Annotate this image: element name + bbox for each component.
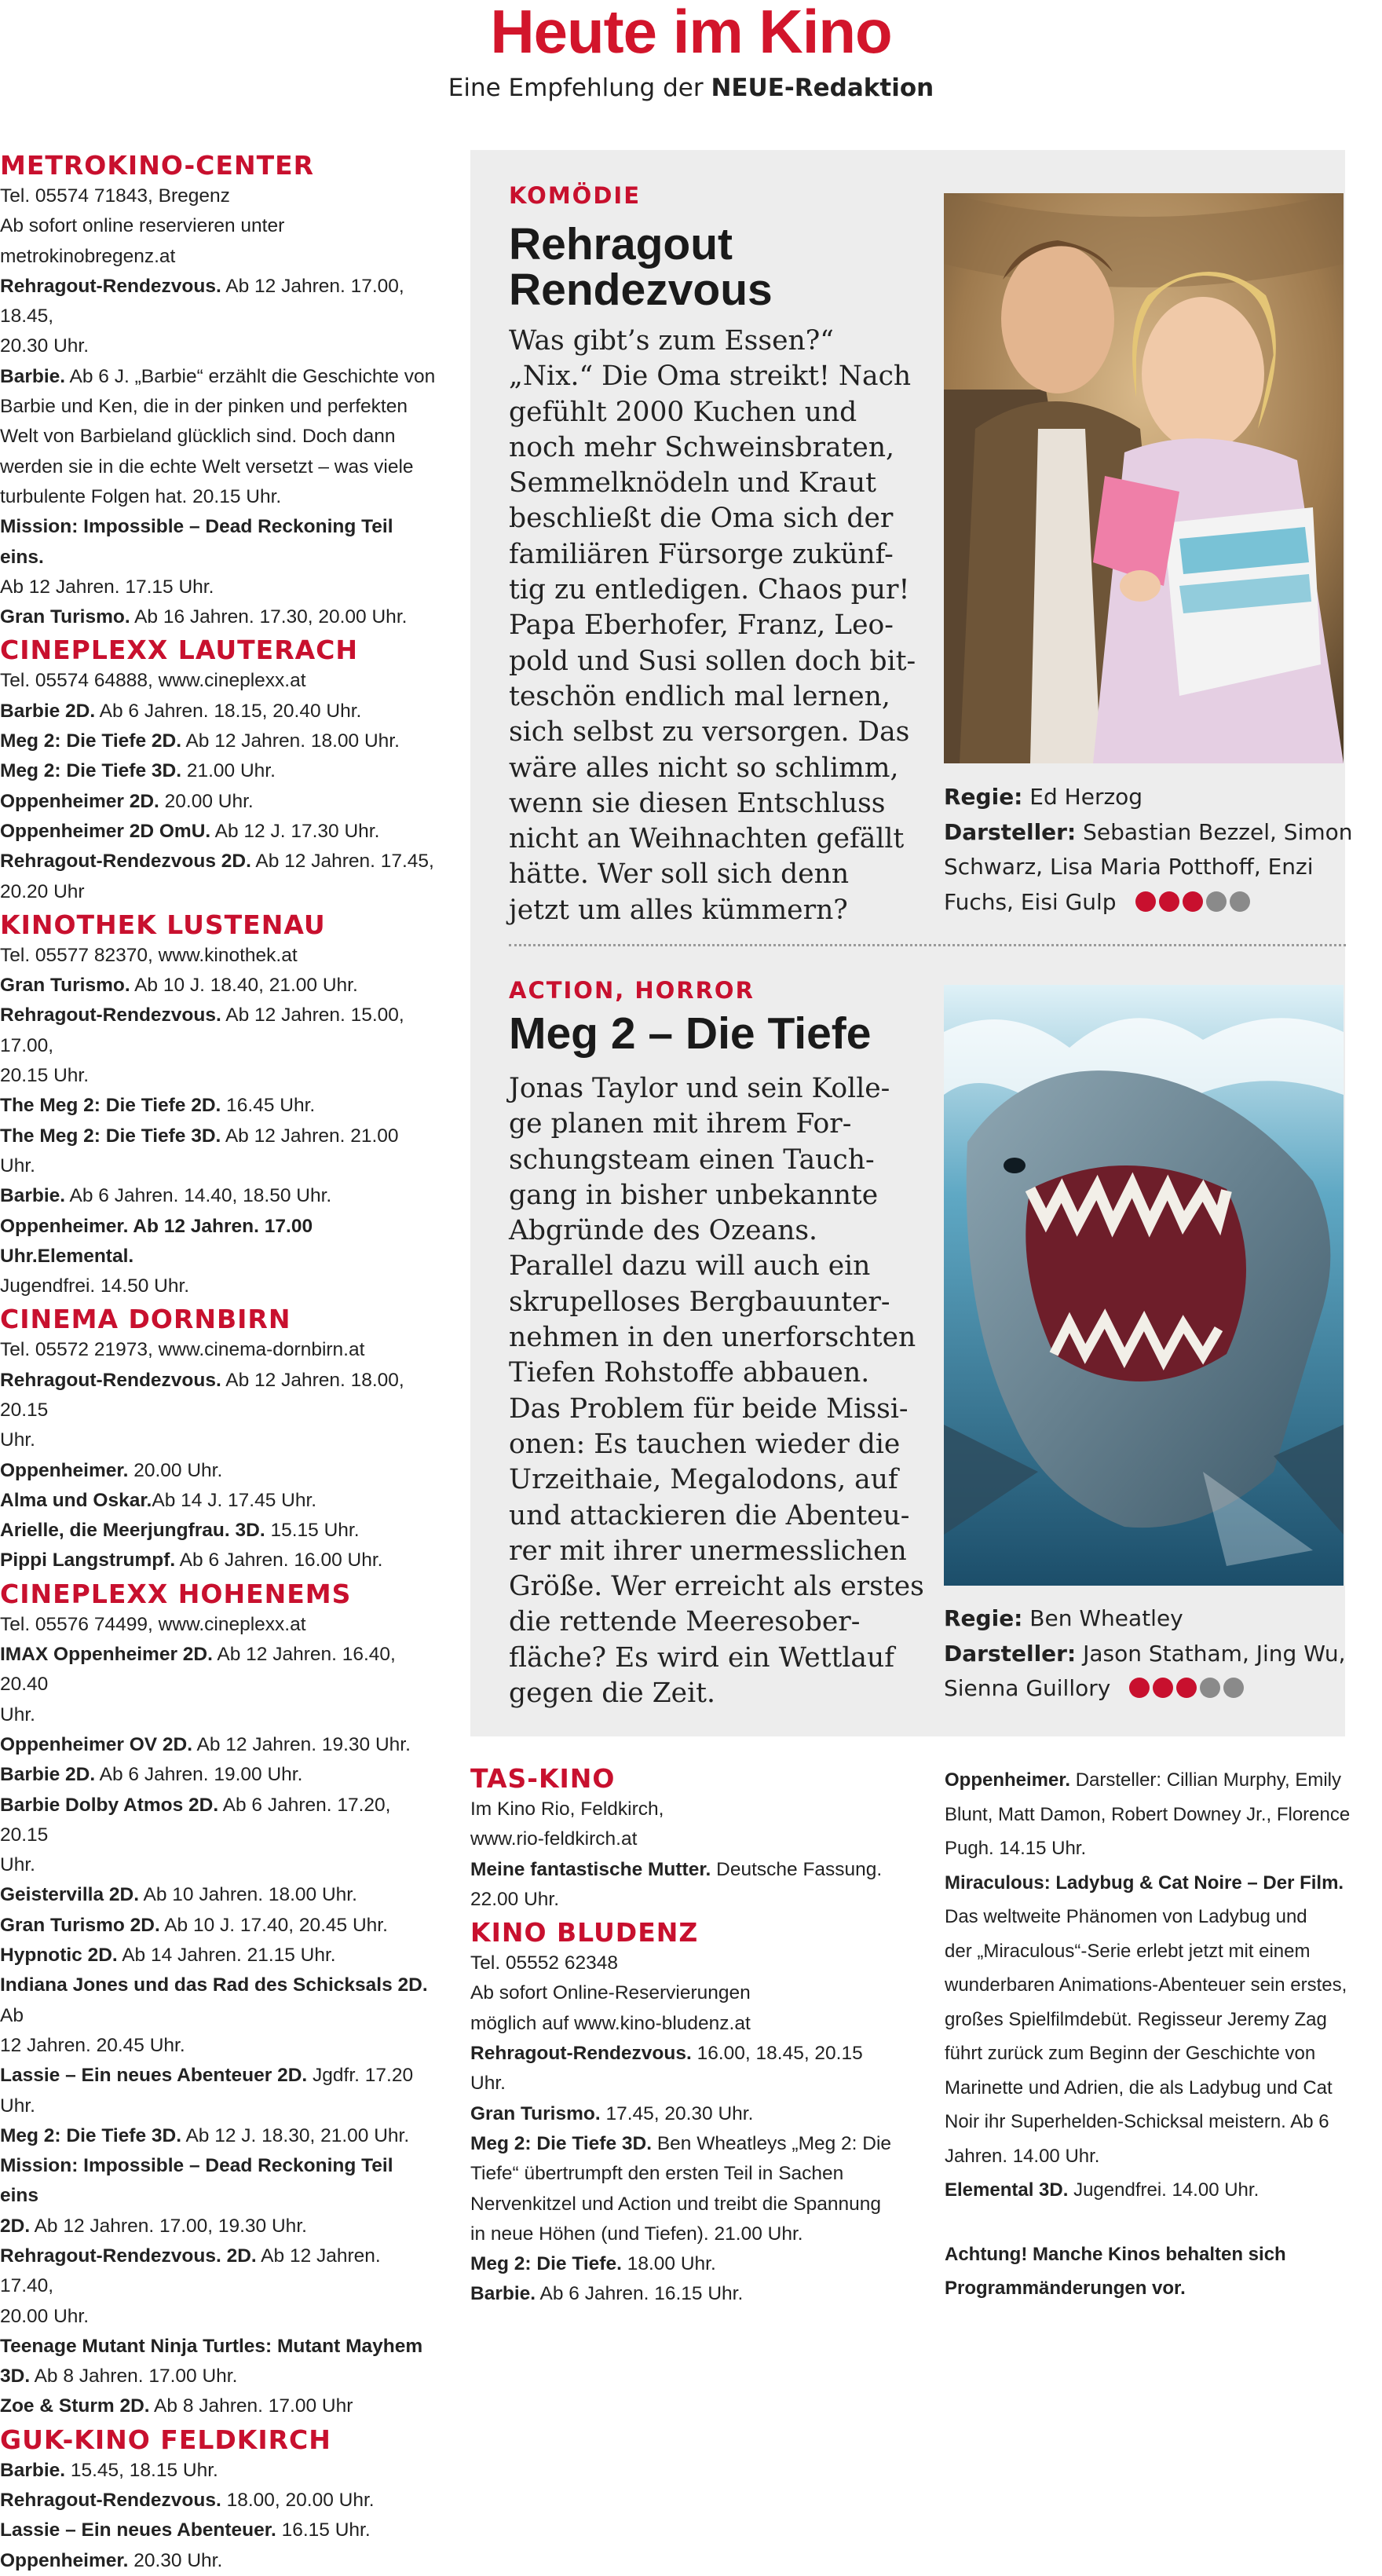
feature-text-line: Papa Eberhofer, Franz, Leo-: [509, 609, 894, 642]
listing-line: Tel. 05552 62348: [470, 1952, 618, 1974]
listing-link[interactable]: www.rio-feldkirch.at: [470, 1828, 638, 1850]
film-title: Barbie 2D.: [0, 1764, 96, 1786]
feature2-cast: [944, 1637, 1346, 1672]
cast-names: Sienna Guillory: [944, 1675, 1111, 1701]
rating-dot-empty: [1206, 891, 1227, 912]
listing-line: [470, 2039, 894, 2099]
showtimes: Ab 10 J. 18.40, 21.00 Uhr.: [130, 975, 358, 997]
listing-line: [0, 2486, 437, 2516]
film-title: Alma und Oskar.: [0, 1489, 152, 1511]
film-title: Barbie.: [0, 365, 66, 387]
listing-line: Das weltweite Phänomen von Ladybug und: [945, 1906, 1307, 1927]
listing-line: 12 Jahren. 20.45 Uhr.: [0, 2034, 185, 2056]
showtimes: Ab 12 Jahren. 18.00, 20.15: [0, 1369, 404, 1421]
listing-line: [0, 1122, 437, 1182]
film-title: Lassie – Ein neues Abenteuer.: [0, 2519, 276, 2541]
listing-line: Im Kino Rio, Feldkirch,: [470, 1798, 664, 1820]
listing-line: Tel. 05577 82370, www.kinothek.at: [0, 944, 298, 966]
film-title: Mission: Impossible – Dead Reckoning Teil eins.: [0, 516, 393, 568]
listing-line: [0, 971, 437, 1001]
listing-line: 20.00 Uhr.: [0, 2305, 90, 2327]
film-title: Meg 2: Die Tiefe 3D.: [0, 2124, 182, 2146]
feature-text-line: hätte. Wer soll sich denn: [509, 858, 850, 891]
listing-line: [0, 1760, 437, 1790]
feature-text-line: Abgründe des Ozeans.: [509, 1215, 817, 1247]
showtimes: 16.15 Uhr.: [276, 2519, 371, 2541]
rating-dot-filled: [1176, 1678, 1197, 1698]
listing-line: Pugh. 14.15 Uhr.: [945, 1838, 1087, 1859]
feature2-rating: [1129, 1674, 1247, 1709]
film-title: The Meg 2: Die Tiefe 2D.: [0, 1095, 221, 1117]
showtimes: 16.00, 18.45, 20.15 Uhr.: [470, 2043, 863, 2095]
feature-text-line: wäre alles nicht so schlimm,: [509, 752, 899, 784]
feature2-credits: [944, 1601, 1346, 1709]
feature-text-line: nehmen in den unerforschten: [509, 1322, 916, 1354]
subtitle-editorial: NEUE-Redaktion: [711, 74, 934, 102]
showtimes: 21.00 Uhr.: [181, 760, 276, 782]
rating-dot-filled: [1159, 891, 1179, 912]
film-title: Miraculous: Ladybug & Cat Noire – Der Film.: [945, 1872, 1344, 1894]
film-title: Meg 2: Die Tiefe 2D.: [0, 730, 182, 752]
film-title: Oppenheimer OV 2D.: [0, 1733, 193, 1755]
listing-line: [0, 817, 437, 847]
cinema-name-lustenau: KINOTHEK LUSTENAU: [0, 909, 326, 940]
listing-line: Uhr.: [0, 1429, 35, 1451]
cinema-name-lauterach: CINEPLEXX LAUTERACH: [0, 635, 358, 666]
film-title: Elemental 3D.: [945, 2179, 1069, 2201]
listing-line: [0, 1212, 437, 1272]
showtimes: Ab 6 Jahren. 17.20, 20.15: [0, 1794, 391, 1846]
showtimes: Ab 14 Jahren. 21.15 Uhr.: [117, 1945, 336, 1967]
notice-text: Achtung! Manche Kinos behalten sich: [945, 2243, 1286, 2265]
showtimes: Ab 12 Jahren. 17.00, 18.45,: [0, 275, 404, 327]
feature-text-line: ge planen mit ihrem For-: [509, 1108, 852, 1140]
rating-dot-empty: [1230, 891, 1250, 912]
feature1-rating: [1135, 887, 1253, 923]
feature-text-line: gang in bisher unbekannte: [509, 1179, 879, 1211]
listing-line: der „Miraculous“-Serie erlebt jetzt mit einem: [945, 1940, 1311, 1962]
listing-line: [0, 697, 437, 726]
showtimes: 20.00 Uhr.: [159, 790, 254, 812]
listing-line: [0, 1941, 437, 1970]
film-title: Indiana Jones und das Rad des Schicksals 2D.: [0, 1974, 428, 1996]
feature-text-line: Urzeithaie, Megalodons, auf: [509, 1464, 898, 1496]
listing-line: [0, 2362, 437, 2391]
notice-line: [945, 2238, 1377, 2272]
listing-line: [0, 2456, 437, 2486]
showtimes: Jgdfr. 17.20 Uhr.: [0, 2065, 414, 2117]
rating-dot-filled: [1153, 1678, 1173, 1698]
cinema-name-guk: GUK-KINO FELDKIRCH: [0, 2424, 331, 2455]
film-title: Gran Turismo 2D.: [0, 1914, 160, 1936]
showtimes: Ab 6 Jahren. 18.15, 20.40 Uhr.: [95, 700, 362, 722]
showtimes: Ab 12 Jahren. 19.30 Uhr.: [192, 1733, 411, 1755]
listing-line: [0, 1730, 437, 1760]
showtimes: Ab 6 Jahren. 16.00 Uhr.: [175, 1550, 383, 1572]
feature-text-line: und attackieren die Abenteu-: [509, 1499, 910, 1531]
film-title: Barbie.: [0, 1185, 66, 1207]
feature1-photo: [944, 193, 1344, 763]
subtitle-prefix: Eine Empfehlung der: [448, 74, 711, 102]
showtimes: Ab 6 Jahren. 19.00 Uhr.: [95, 1764, 303, 1786]
listing-line: [0, 2121, 437, 2151]
film-title: Oppenheimer.: [0, 2549, 129, 2571]
film-title: Gran Turismo.: [0, 975, 130, 997]
feature-text-line: Tiefen Rohstoffe abbauen.: [509, 1357, 870, 1389]
listing-line: [470, 2129, 894, 2159]
feature-text-line: Jonas Taylor und sein Kolle-: [509, 1073, 890, 1104]
cast-names: Sebastian Bezzel, Simon: [1076, 818, 1353, 845]
listing-line: Jugendfrei. 14.50 Uhr.: [0, 1275, 190, 1297]
spacer: [945, 2208, 1377, 2238]
showtimes: 18.00 Uhr.: [621, 2253, 716, 2275]
feature-text-line: pold und Susi sollen doch bit-: [509, 645, 916, 677]
film-title: 2D.: [0, 2215, 31, 2237]
listing-line: [0, 1456, 437, 1486]
feature1-cast-cont: [944, 885, 1353, 923]
listings-column-left: [0, 150, 437, 2576]
listing-line: Ab 12 Jahren. 17.15 Uhr.: [0, 576, 214, 598]
cast-names: Fuchs, Eisi Gulp: [944, 888, 1117, 915]
feature-text-line: Was gibt’s zum Essen?“: [509, 325, 834, 357]
listing-line: [0, 2241, 437, 2302]
listing-line: [0, 1911, 437, 1941]
film-title: Mission: Impossible – Dead Reckoning Teil eins: [0, 2155, 393, 2207]
film-title: Meg 2: Die Tiefe.: [470, 2253, 622, 2275]
listing-line: Uhr.: [0, 1854, 35, 1876]
rating-dot-empty: [1223, 1678, 1244, 1698]
feature-divider: [509, 944, 1346, 946]
film-title: Rehragout-Rendezvous.: [470, 2043, 692, 2065]
listing-line: Tel. 05572 21973, www.cinema-dornbirn.at: [0, 1339, 365, 1361]
feature1-credits: [944, 780, 1353, 922]
listing-line: werden sie in die echte Welt versetzt – was viele: [0, 456, 414, 478]
director-label: Regie:: [944, 784, 1023, 810]
showtimes: Ab 6 Jahren. 16.15 Uhr.: [536, 2283, 744, 2305]
feature2-genre: ACTION, HORROR: [509, 977, 755, 1004]
listing-line: [0, 787, 437, 817]
listing-link[interactable]: metrokinobregenz.at: [0, 245, 176, 267]
listing-line: [0, 1181, 437, 1211]
showtimes: Ab 8 Jahren. 17.00 Uhr.: [30, 2366, 238, 2388]
showtimes: Ab 16 Jahren. 17.30, 20.00 Uhr.: [130, 606, 408, 628]
listing-line: [0, 1640, 437, 1700]
film-title: Rehragout-Rendezvous.: [0, 2490, 221, 2512]
feature-text-line: „Nix.“ Die Oma streikt! Nach: [509, 360, 912, 393]
film-title: Barbie.: [470, 2283, 536, 2305]
feature-text-line: familiären Fürsorge zukünf-: [509, 538, 894, 570]
feature1-cast: [944, 815, 1353, 851]
film-title: Oppenheimer. Ab 12 Jahren. 17.00 Uhr.Elemental.: [0, 1215, 313, 1267]
page-subtitle: [0, 74, 1382, 102]
film-title: Meine fantastische Mutter.: [470, 1858, 711, 1880]
film-title: Lassie – Ein neues Abenteuer 2D.: [0, 2065, 308, 2087]
feature-text-line: sich selbst zu versorgen. Das: [509, 716, 910, 748]
feature-text-line: Parallel dazu will auch ein: [509, 1250, 871, 1283]
film-title: Gran Turismo.: [470, 2102, 601, 2124]
cinema-name-dornbirn: CINEMA DORNBIRN: [0, 1304, 291, 1335]
showtimes: Deutsche Fassung.: [711, 1858, 883, 1880]
feature-text-line: Semmelknödeln und Kraut: [509, 467, 876, 499]
cinema-name-tas: TAS-KINO: [470, 1763, 616, 1794]
rating-dot-filled: [1135, 891, 1156, 912]
feature2-director: [944, 1601, 1346, 1637]
showtimes: Ab 10 J. 17.40, 20.45 Uhr.: [159, 1914, 388, 1936]
cinema-name-hohenems: CINEPLEXX HOHENEMS: [0, 1578, 352, 1609]
listing-line: [0, 1791, 437, 1851]
film-title: Oppenheimer.: [0, 1459, 129, 1481]
feature-text-line: skrupelloses Bergbauunter-: [509, 1286, 890, 1318]
showtimes: Jugendfrei. 14.00 Uhr.: [1068, 2179, 1260, 2201]
listing-line: [0, 2061, 437, 2121]
feature-text-line: Das Problem für beide Missi-: [509, 1392, 909, 1425]
listing-line: Welt von Barbieland glücklich sind. Doch dann: [0, 426, 396, 448]
showtimes: Ab: [0, 2004, 24, 2026]
listing-line: führt zurück zum Beginn der Geschichte von: [945, 2043, 1316, 2064]
feature-text-line: fläche? Es wird ein Wettlauf: [509, 1641, 894, 1674]
feature2-cast-cont: [944, 1671, 1346, 1709]
feature-text-line: nicht an Weihnachten gefällt: [509, 823, 905, 855]
listing-line: [0, 1091, 437, 1121]
film-description: Darsteller: Cillian Murphy, Emily: [1070, 1769, 1342, 1791]
film-title: Teenage Mutant Ninja Turtles: Mutant Mayhem: [0, 2335, 423, 2357]
cinema-name-metrokino: METROKINO-CENTER: [0, 150, 315, 181]
feature2-title: Meg 2 – Die Tiefe: [509, 1008, 872, 1059]
listing-line: 20.20 Uhr: [0, 880, 85, 902]
showtimes: Ab 12 Jahren. 17.45,: [250, 851, 434, 873]
listing-line: [0, 847, 437, 876]
showtimes: Ab 10 Jahren. 18.00 Uhr.: [139, 1884, 357, 1906]
showtimes: Ab 12 Jahren. 17.40,: [0, 2245, 381, 2297]
listing-line: [0, 512, 437, 573]
film-title: Zoe & Sturm 2D.: [0, 2395, 150, 2417]
feature-text-line: Größe. Wer erreicht als erstes: [509, 1571, 924, 1603]
listing-line: [0, 2516, 437, 2545]
film-title: Barbie Dolby Atmos 2D.: [0, 1794, 219, 1816]
showtimes: 16.45 Uhr.: [221, 1095, 316, 1117]
cast-label: Darsteller:: [944, 818, 1077, 845]
listing-line: [470, 2279, 894, 2309]
film-title: 3D.: [0, 2366, 31, 2388]
feature1-title: [509, 221, 773, 313]
rating-dot-filled: [1129, 1678, 1150, 1698]
film-title: Geistervilla 2D.: [0, 1884, 140, 1906]
listing-line: [0, 1366, 437, 1426]
listing-line: Tel. 05576 74499, www.cineplexx.at: [0, 1613, 306, 1635]
listing-line: Nervenkitzel und Action und treibt die Spannung: [470, 2193, 882, 2215]
showtimes: Ab 12 J. 17.30 Uhr.: [210, 820, 380, 842]
listing-line: in neue Höhen (und Tiefen). 21.00 Uhr.: [470, 2223, 803, 2245]
feature-text-line: tig zu entledigen. Chaos pur!: [509, 574, 910, 606]
listing-line: [945, 2173, 1377, 2208]
listing-line: [0, 2151, 437, 2212]
showtimes: Ab 12 Jahren. 21.00 Uhr.: [0, 1125, 399, 1176]
listing-line: [0, 1546, 437, 1575]
film-title: Meg 2: Die Tiefe 3D.: [0, 760, 182, 782]
notice-line: [945, 2271, 1377, 2306]
listing-line: [0, 756, 437, 786]
director-name: Ed Herzog: [1022, 784, 1143, 810]
listing-line: Blunt, Matt Damon, Robert Downey Jr., Florence: [945, 1803, 1351, 1825]
film-title: Pippi Langstrumpf.: [0, 1550, 176, 1572]
feature-text-line: gefühlt 2000 Kuchen und: [509, 396, 857, 428]
listing-line: Barbie und Ken, die in der pinken und perfekten: [0, 396, 408, 418]
shark-photo-illustration: [944, 985, 1344, 1586]
listing-line: [470, 2249, 894, 2279]
film-title: Arielle, die Meerjungfrau. 3D.: [0, 1520, 265, 1542]
listing-line: [0, 1970, 437, 2031]
showtimes: 18.00, 20.00 Uhr.: [221, 2490, 375, 2512]
listing-line: [0, 2546, 437, 2576]
film-title: Meg 2: Die Tiefe 3D.: [470, 2132, 653, 2154]
listing-line: [0, 1001, 437, 1061]
listing-link[interactable]: möglich auf www.kino-bludenz.at: [470, 2012, 751, 2034]
listing-line: Ab sofort online reservieren unter: [0, 215, 285, 237]
feature-text-line: teschön endlich mal lernen,: [509, 680, 890, 712]
film-title: Barbie.: [0, 2459, 66, 2481]
feature-text-line: rer mit ihrer unermesslichen: [509, 1535, 907, 1567]
listing-line: [0, 1516, 437, 1546]
film-title: Gran Turismo.: [0, 606, 130, 628]
feature-text-line: schungsteam einen Tauch-: [509, 1143, 875, 1176]
film-title: The Meg 2: Die Tiefe 3D.: [0, 1125, 221, 1147]
listing-line: [470, 2099, 894, 2129]
listing-line: [0, 602, 437, 632]
listing-line: Jahren. 14.00 Uhr.: [945, 2145, 1100, 2167]
listing-line: [0, 2332, 437, 2362]
feature-text-line: onen: Es tauchen wieder die: [509, 1428, 901, 1460]
listing-line: [0, 272, 437, 332]
listing-line: 20.30 Uhr.: [0, 335, 90, 357]
feature2-text: [509, 1071, 924, 1711]
listing-line: [470, 1855, 894, 1885]
listing-line: Tel. 05574 71843, Bregenz: [0, 185, 230, 207]
listing-line: [0, 2212, 437, 2241]
listing-line: [0, 362, 437, 392]
showtimes: 15.45, 18.15 Uhr.: [65, 2459, 218, 2481]
feature-text-line: jetzt um alles kümmern?: [509, 894, 848, 926]
showtimes: 20.00 Uhr.: [128, 1459, 223, 1481]
listings-column-right: [945, 1763, 1377, 2306]
feature1-title-line2: Rendezvous: [509, 265, 773, 315]
rating-dot-empty: [1200, 1678, 1220, 1698]
listing-line: großes Spielfilmdebüt. Regisseur Jeremy Zag: [945, 2008, 1327, 2030]
listing-line: turbulente Folgen hat. 20.15 Uhr.: [0, 485, 282, 507]
listing-line: [0, 726, 437, 756]
film-title: Rehragout-Rendezvous 2D.: [0, 851, 251, 873]
page-title: Heute im Kino: [490, 0, 892, 66]
feature-text-line: noch mehr Schweinsbraten,: [509, 431, 895, 463]
listing-line: [945, 1763, 1377, 1798]
feature1-cast-cont: Schwarz, Lisa Maria Potthoff, Enzi: [944, 854, 1314, 880]
film-title: IMAX Oppenheimer 2D.: [0, 1644, 213, 1666]
listing-line: [945, 1866, 1377, 1901]
film-title: Rehragout-Rendezvous. 2D.: [0, 2245, 257, 2267]
rating-dot-filled: [1183, 891, 1203, 912]
listing-line: [0, 2391, 437, 2421]
listing-line: Tiefe“ übertrumpft den ersten Teil in Sachen: [470, 2163, 844, 2185]
director-name: Ben Wheatley: [1022, 1605, 1183, 1631]
listing-line: 22.00 Uhr.: [470, 1888, 560, 1910]
film-title: Rehragout-Rendezvous.: [0, 275, 221, 297]
film-title: Oppenheimer 2D.: [0, 790, 159, 812]
listing-line: [0, 1880, 437, 1910]
feature-text-line: beschließt die Oma sich der: [509, 503, 894, 535]
showtimes: Ab 12 Jahren. 16.40, 20.40: [0, 1644, 396, 1696]
director-label: Regie:: [944, 1605, 1023, 1631]
showtimes: Ab 14 J. 17.45 Uhr.: [152, 1489, 317, 1511]
listing-line: Noir ihr Superhelden-Schicksal meistern. Ab 6: [945, 2111, 1329, 2132]
feature-text-line: die rettende Meeresober-: [509, 1606, 861, 1638]
couple-photo-illustration: [944, 193, 1344, 763]
film-description: Ab 6 J. „Barbie“ erzählt die Geschichte von: [65, 365, 436, 387]
listing-line: Ab sofort Online-Reservierungen: [470, 1982, 751, 2004]
cast-label: Darsteller:: [944, 1640, 1077, 1667]
feature1-genre: KOMÖDIE: [509, 182, 642, 209]
listing-line: Marinette und Adrien, die als Ladybug und Cat: [945, 2077, 1333, 2098]
film-description: Ben Wheatleys „Meg 2: Die: [652, 2132, 892, 2154]
film-title: Oppenheimer 2D OmU.: [0, 820, 211, 842]
listing-line: 20.15 Uhr.: [0, 1065, 90, 1087]
showtimes: Ab 12 Jahren. 18.00 Uhr.: [181, 730, 400, 752]
showtimes: Ab 8 Jahren. 17.00 Uhr: [149, 2395, 353, 2417]
feature2-photo: [944, 985, 1344, 1586]
cinema-name-bludenz: KINO BLUDENZ: [470, 1917, 699, 1948]
showtimes: 15.15 Uhr.: [265, 1520, 360, 1542]
feature1-director: [944, 780, 1353, 815]
feature-text-line: gegen die Zeit.: [509, 1678, 715, 1710]
film-title: Hypnotic 2D.: [0, 1945, 118, 1967]
cast-names: Jason Statham, Jing Wu,: [1076, 1640, 1346, 1667]
listing-line: wunderbaren Animations-Abenteuer sein erstes,: [945, 1974, 1347, 1996]
showtimes: Ab 12 Jahren. 17.00, 19.30 Uhr.: [30, 2215, 307, 2237]
film-title: Oppenheimer.: [945, 1769, 1071, 1791]
feature-text-line: wenn sie diesen Entschluss: [509, 787, 886, 819]
feature1-title-line1: Rehragout: [509, 219, 733, 269]
showtimes: 20.30 Uhr.: [128, 2549, 223, 2571]
notice-text: Programmänderungen vor.: [945, 2278, 1186, 2299]
feature1-text: [509, 324, 917, 928]
listing-line: Uhr.: [0, 1703, 35, 1725]
showtimes: Ab 6 Jahren. 14.40, 18.50 Uhr.: [65, 1185, 332, 1207]
film-title: Rehragout-Rendezvous.: [0, 1004, 221, 1026]
showtimes: Ab 12 J. 18.30, 21.00 Uhr.: [181, 2124, 410, 2146]
film-title: Barbie 2D.: [0, 700, 96, 722]
showtimes: 17.45, 20.30 Uhr.: [600, 2102, 754, 2124]
listing-line: [0, 1486, 437, 1516]
listing-line: Tel. 05574 64888, www.cineplexx.at: [0, 670, 306, 692]
film-title: Rehragout-Rendezvous.: [0, 1369, 221, 1391]
listings-column-middle: [470, 1763, 894, 2310]
showtimes: Ab 12 Jahren. 15.00, 17.00,: [0, 1004, 404, 1056]
